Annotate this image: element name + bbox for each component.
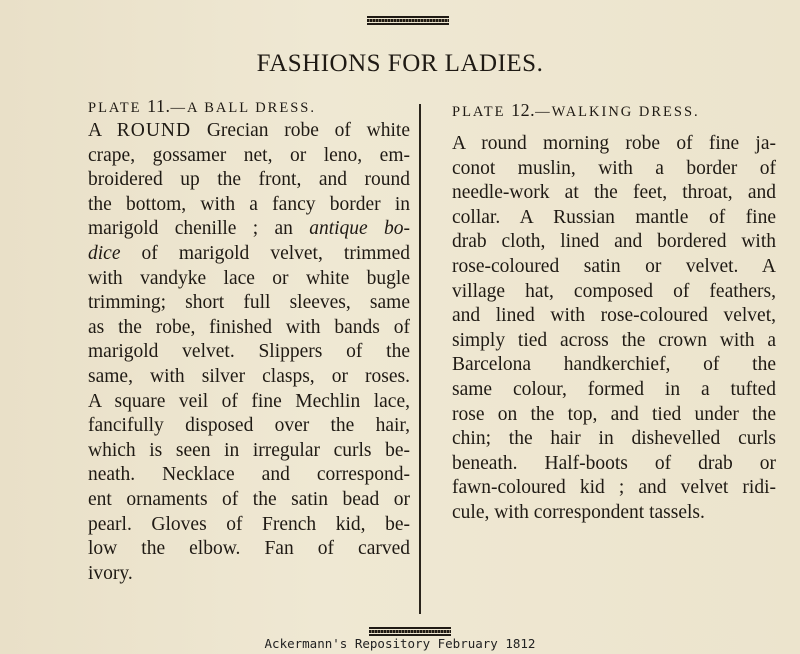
text-line: same colour, formed in a tufted [452,378,776,400]
plate-12-column [452,94,776,526]
text-line: drab cloth, lined and bordered with [452,231,776,253]
text-line: dice of marigold velvet, trimmed [88,242,410,264]
text-line: trimming; short full sleeves, same [88,292,410,314]
plate-11-heading: PLATE 11.—A BALL DRESS. [88,96,316,116]
text-line: rose on the top, and tied under the [452,403,776,425]
page-title: FASHIONS FOR LADIES. [256,50,544,77]
text-line: and lined with rose-coloured velvet, [452,305,776,327]
text-line: A square veil of fine Mechlin lace, [88,390,410,412]
text-line: collar. A Russian mantle of fine [452,206,776,228]
plate-12-text [452,132,776,526]
text-line: the bottom, with a fancy border in [88,193,410,215]
text-line: simply tied across the crown with a [452,329,776,351]
column-divider [419,104,421,614]
text-line: fawn-coloured kid ; and velvet ridi- [452,477,776,499]
text-line: which is seen in irregular curls be- [88,439,410,461]
text-line: with vandyke lace or white bugle [88,267,410,289]
bottom-ornament-rule [369,627,451,636]
text-line: pearl. Gloves of French kid, be- [88,513,410,535]
text-line: needle-work at the feet, throat, and [452,182,776,204]
text-line: Barcelona handkerchief, of the [452,354,776,376]
text-line: A round morning robe of fine ja- [452,133,776,154]
text-line: fancifully disposed over the hair, [88,415,410,437]
plate-11-column [88,94,410,586]
plate-11-text [88,119,410,586]
text-line: rose-coloured satin or velvet. A [452,255,776,277]
text-line: marigold chenille ; an antique bo- [88,218,410,240]
text-line: village hat, composed of feathers, [452,280,776,302]
text-line: crape, gossamer net, or leno, em- [88,144,410,166]
text-line: ent ornaments of the satin bead or [88,488,410,510]
text-line: conot muslin, with a border of [452,157,776,179]
text-line: A ROUND Grecian robe of white [88,120,410,141]
top-ornament-rule [367,16,449,25]
text-line: cule, with correspondent tassels. [452,501,705,523]
source-caption: Ackermann's Repository February 1812 [264,636,536,651]
plate-12-heading: PLATE 12.—WALKING DRESS. [452,100,700,120]
text-line: low the elbow. Fan of carved [88,538,410,560]
text-line: ivory. [88,562,133,584]
text-line: same, with silver clasps, or roses. [88,365,410,387]
text-line: chin; the hair in dishevelled curls [452,428,776,450]
text-line: marigold velvet. Slippers of the [88,341,410,363]
text-line: broidered up the front, and round [88,169,410,191]
text-line: beneath. Half-boots of drab or [452,452,776,474]
text-line: neath. Necklace and correspond- [88,464,410,486]
text-line: as the robe, finished with bands of [88,316,410,338]
